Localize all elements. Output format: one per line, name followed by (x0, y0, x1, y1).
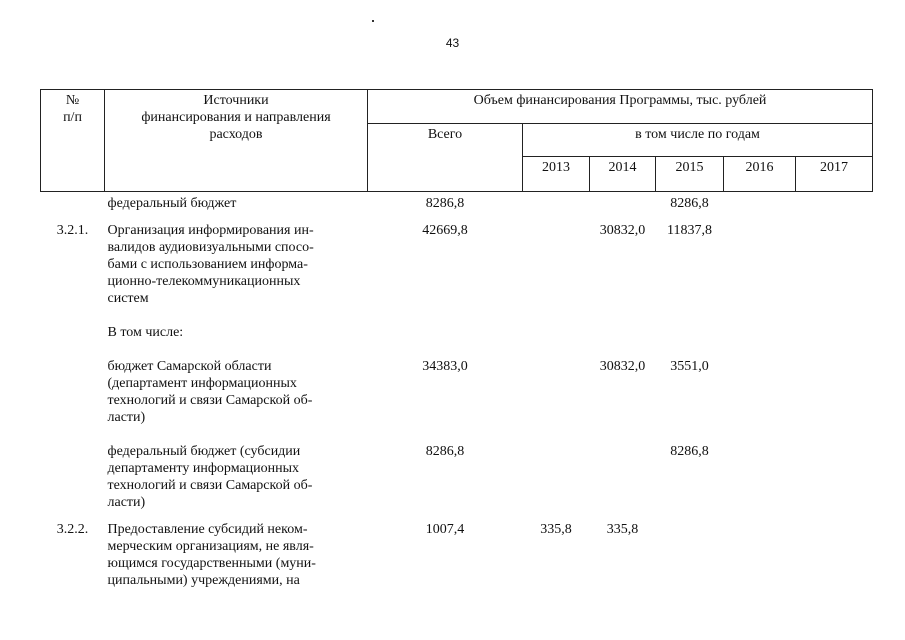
header-year-2014: 2014 (590, 157, 656, 192)
row-description: федеральный бюджет (107, 196, 237, 211)
row-number: 3.2.2. (56, 522, 89, 537)
scan-speck (372, 20, 374, 22)
row-2015 (656, 307, 724, 341)
row-2013 (523, 192, 590, 213)
row-2013: 335,8 (540, 522, 572, 537)
row-2017 (796, 212, 873, 307)
header-year-2017: 2017 (796, 157, 873, 192)
row-total: 42669,8 (422, 223, 468, 238)
header-year-2015: 2015 (656, 157, 724, 192)
row-2014: 30832,0 (599, 223, 646, 238)
row-2017 (796, 192, 873, 213)
row-total: 8286,8 (425, 444, 465, 459)
header-year-2016: 2016 (724, 157, 796, 192)
row-number (41, 341, 105, 426)
row-2016 (724, 212, 796, 307)
row-2013 (523, 307, 590, 341)
row-number: 3.2.1. (56, 223, 89, 238)
row-2016 (724, 426, 796, 511)
row-2017 (796, 341, 873, 426)
row-2015: 8286,8 (670, 196, 709, 211)
header-sources: Источники финансирования и направления расходов (105, 90, 368, 192)
header-total: Всего (368, 124, 523, 192)
row-total: 8286,8 (425, 196, 465, 211)
row-2014 (590, 426, 656, 511)
row-number (41, 192, 105, 213)
row-description: Предоставление субсидий неком- мерческим организациям, не явля- ющимся государственными (муни- ципальными) учреждениями, на (107, 522, 316, 588)
table-row (41, 212, 873, 307)
row-2017 (796, 426, 873, 511)
row-description: Организация информирования ин- валидов аудиовизуальными спосо- бами с использованием информа- ционно-телекоммуникационных систем (107, 223, 314, 306)
row-total (368, 307, 523, 341)
row-2015: 11837,8 (667, 223, 712, 238)
row-2017 (796, 307, 873, 341)
row-2014: 335,8 (606, 522, 639, 537)
row-2016 (724, 511, 796, 589)
row-description: федеральный бюджет (субсидии департаменту информационных технологий и связи Самарской об- ласти) (107, 444, 313, 510)
row-2013 (523, 426, 590, 511)
row-2015: 8286,8 (670, 444, 709, 459)
row-2015: 3551,0 (670, 359, 709, 374)
row-2013 (523, 341, 590, 426)
table-header (41, 90, 873, 192)
table-row (41, 341, 873, 426)
table-row (41, 307, 873, 341)
row-2016 (724, 192, 796, 213)
row-2014 (590, 192, 656, 213)
header-num: № п/п (41, 90, 105, 192)
header-volume: Объем финансирования Программы, тыс. рублей (368, 90, 873, 124)
row-2014 (590, 307, 656, 341)
row-description: бюджет Самарской области (департамент информационных технологий и связи Самарской об- ласти) (107, 359, 313, 425)
row-2016 (724, 341, 796, 426)
row-2016 (724, 307, 796, 341)
row-total: 1007,4 (425, 522, 465, 537)
row-2015 (656, 511, 724, 589)
table-row (41, 511, 873, 589)
row-total: 34383,0 (422, 359, 468, 374)
row-2017 (796, 511, 873, 589)
row-number (41, 307, 105, 341)
page-number: 43 (445, 36, 460, 50)
header-by-years: в том числе по годам (523, 124, 873, 157)
table-body (41, 192, 873, 590)
row-description: В том числе: (107, 325, 184, 340)
table-row (41, 426, 873, 511)
financing-table (40, 89, 873, 589)
header-year-2013: 2013 (523, 157, 590, 192)
row-2014: 30832,0 (599, 359, 646, 374)
row-2013 (523, 212, 590, 307)
table-row (41, 192, 873, 213)
row-number (41, 426, 105, 511)
